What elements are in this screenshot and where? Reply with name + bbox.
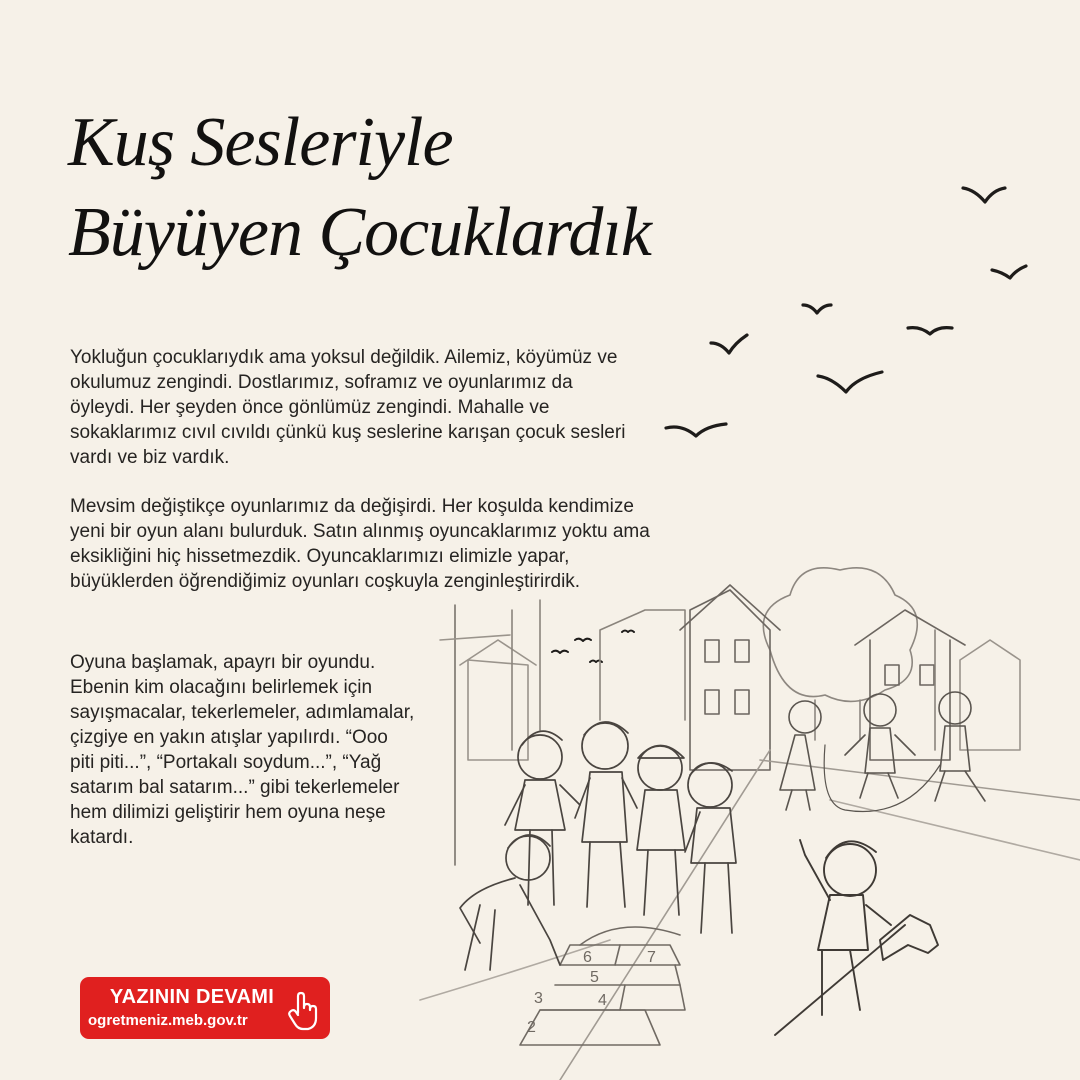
title-line-2: Büyüyen Çocuklardık (68, 194, 651, 271)
title-line-1: Kuş Sesleriyle (68, 104, 453, 181)
hopscotch-number-3: 3 (534, 990, 543, 1007)
hopscotch-number-7: 7 (647, 949, 656, 966)
pointing-hand-icon (287, 991, 321, 1031)
hopscotch-number-5: 5 (590, 969, 599, 986)
cta-title: YAZININ DEVAMI (109, 986, 275, 1008)
hopscotch-number-6: 6 (583, 949, 592, 966)
paragraph-2: Mevsim değiştikçe oyunlarımız da değişirdi. Her koşulda kendimize yeni bir oyun alanı bulurduk. Satın alınmış oyuncaklarımız yoktu ama eksikliğini hiç hissetmezdik. Oyuncaklarımızı elimizle yapar, büyüklerden öğrendiğimiz oyunları coşkuyla zenginleştirirdik. (70, 496, 650, 592)
hopscotch-number-4: 4 (598, 992, 607, 1009)
hopscotch-number-2: 2 (527, 1019, 536, 1036)
paragraph-1: Yokluğun çocuklarıydık ama yoksul değildik. Ailemiz, köyümüz ve okulumuz zengindi. Dostlarımız, soframız ve oyunlarımız da öyleydi. Her şeyden önce gönlümüz zengindi. Mahalle ve sokaklarımız cıvıl cıvıldı çünkü kuş seslerine karışan çocuk sesleri vardı ve biz vardık. (70, 347, 626, 468)
continue-reading-button[interactable] (80, 977, 330, 1039)
paragraph-3: Oyuna başlamak, apayrı bir oyundu. Ebenin kim olacağını belirlemek için sayışmacalar, tekerlemeler, adımlamalar, çizgiye en yakın atışlar yapılırdı. “Ooo piti piti...”, “Portakalı soydum...”, “Yağ satarım bal satarım...” gibi tekerlemeler hem dilimizi geliştirir hem oyuna neşe katardı. (70, 652, 415, 848)
article-title (68, 98, 651, 278)
cta-url: ogretmeniz.meb.gov.tr (88, 1012, 248, 1029)
